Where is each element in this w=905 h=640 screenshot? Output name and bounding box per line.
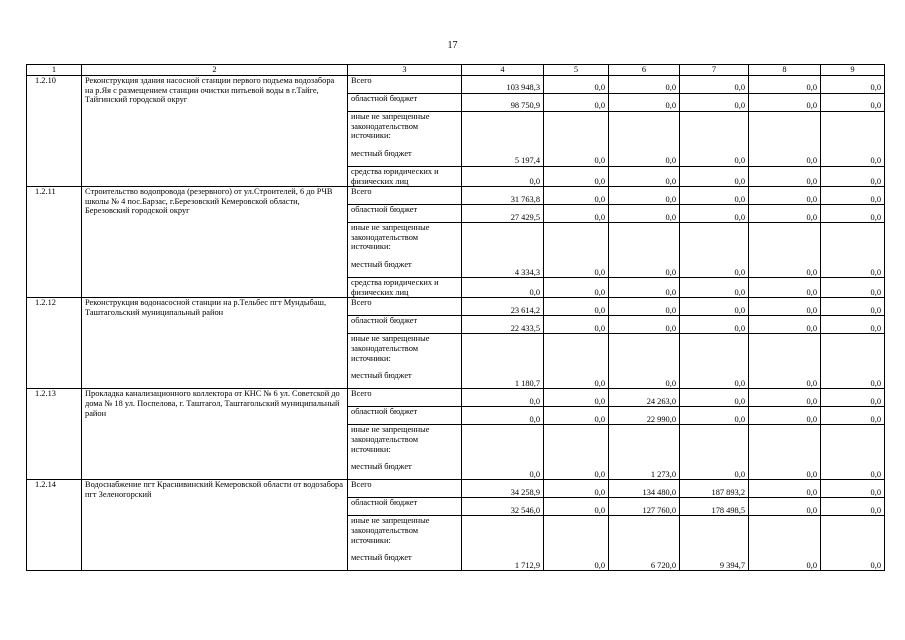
value-cell [462, 425, 544, 462]
value-cell: 0,0 [821, 316, 885, 334]
value-cell: 31 763,8 [462, 187, 544, 205]
financing-table [26, 64, 885, 571]
value-cell: 1 273,0 [609, 462, 680, 480]
value-cell: 0,0 [544, 187, 609, 205]
value-cell: 0,0 [821, 553, 885, 571]
funding-source: иные не запрещенные законодательством источники: [348, 425, 462, 462]
value-cell [462, 223, 544, 260]
column-header: 1 [27, 65, 82, 76]
funding-source: средства юридических и физических лиц [348, 278, 462, 298]
value-cell: 0,0 [544, 278, 609, 298]
funding-source: средства юридических и физических лиц [348, 167, 462, 187]
value-cell: 0,0 [462, 407, 544, 425]
funding-source: иные не запрещенные законодательством источники: [348, 112, 462, 149]
table-row [27, 480, 885, 498]
value-cell: 0,0 [609, 149, 680, 167]
value-cell [749, 223, 821, 260]
value-cell [609, 516, 680, 553]
value-cell: 0,0 [544, 94, 609, 112]
value-cell: 0,0 [609, 316, 680, 334]
column-header: 6 [609, 65, 680, 76]
value-cell [749, 334, 821, 371]
column-header: 4 [462, 65, 544, 76]
value-cell: 0,0 [821, 389, 885, 407]
value-cell: 0,0 [609, 278, 680, 298]
value-cell: 23 614,2 [462, 298, 544, 316]
table-row [27, 187, 885, 205]
value-cell: 0,0 [544, 498, 609, 516]
value-cell: 0,0 [544, 553, 609, 571]
value-cell: 0,0 [821, 260, 885, 278]
value-cell: 0,0 [821, 480, 885, 498]
value-cell [821, 516, 885, 553]
funding-source: местный бюджет [348, 553, 462, 571]
value-cell [609, 334, 680, 371]
value-cell: 0,0 [821, 167, 885, 187]
value-cell: 32 546,0 [462, 498, 544, 516]
header-row [27, 65, 885, 76]
row-code: 1.2.13 [27, 389, 82, 480]
table-row [27, 298, 885, 316]
funding-source: областной бюджет [348, 94, 462, 112]
value-cell: 0,0 [609, 187, 680, 205]
value-cell: 0,0 [749, 553, 821, 571]
value-cell: 0,0 [749, 187, 821, 205]
value-cell: 0,0 [544, 462, 609, 480]
value-cell: 0,0 [462, 389, 544, 407]
value-cell: 0,0 [544, 389, 609, 407]
value-cell: 34 258,9 [462, 480, 544, 498]
value-cell [749, 112, 821, 149]
value-cell: 0,0 [609, 260, 680, 278]
value-cell: 9 394,7 [680, 553, 749, 571]
value-cell: 0,0 [749, 407, 821, 425]
value-cell: 0,0 [821, 371, 885, 389]
value-cell: 24 263,0 [609, 389, 680, 407]
value-cell: 0,0 [749, 94, 821, 112]
value-cell: 0,0 [680, 76, 749, 94]
column-header: 7 [680, 65, 749, 76]
funding-source: областной бюджет [348, 316, 462, 334]
value-cell [609, 112, 680, 149]
value-cell: 0,0 [544, 149, 609, 167]
row-name: Реконструкция водонасосной станции на р.Тельбес пгт Мундыбаш, Таштагольский муниципальный район [82, 298, 348, 389]
value-cell: 0,0 [749, 389, 821, 407]
value-cell: 0,0 [680, 278, 749, 298]
value-cell [544, 516, 609, 553]
value-cell: 0,0 [680, 94, 749, 112]
value-cell [544, 425, 609, 462]
value-cell: 0,0 [544, 167, 609, 187]
value-cell: 0,0 [749, 371, 821, 389]
row-name: Прокладка канализационного коллектора от КНС № 6 ул. Советской до дома № 18 ул. Поспелова, г. Таштагол, Таштагольский муниципальный район [82, 389, 348, 480]
value-cell: 0,0 [544, 371, 609, 389]
value-cell [462, 516, 544, 553]
value-cell: 0,0 [544, 76, 609, 94]
value-cell: 187 893,2 [680, 480, 749, 498]
table-row [27, 389, 885, 407]
value-cell [680, 223, 749, 260]
value-cell: 0,0 [609, 371, 680, 389]
funding-source: иные не запрещенные законодательством источники: [348, 334, 462, 371]
value-cell: 127 760,0 [609, 498, 680, 516]
value-cell [462, 112, 544, 149]
value-cell: 98 750,9 [462, 94, 544, 112]
value-cell: 0,0 [544, 480, 609, 498]
funding-source: областной бюджет [348, 407, 462, 425]
value-cell: 0,0 [609, 94, 680, 112]
value-cell: 0,0 [749, 76, 821, 94]
value-cell: 0,0 [609, 167, 680, 187]
value-cell: 0,0 [749, 462, 821, 480]
value-cell: 0,0 [821, 278, 885, 298]
value-cell: 0,0 [462, 167, 544, 187]
value-cell [821, 425, 885, 462]
value-cell [749, 425, 821, 462]
value-cell: 0,0 [749, 205, 821, 223]
value-cell: 0,0 [821, 187, 885, 205]
value-cell: 0,0 [680, 298, 749, 316]
value-cell: 0,0 [749, 298, 821, 316]
value-cell: 0,0 [680, 167, 749, 187]
value-cell: 0,0 [821, 76, 885, 94]
value-cell: 0,0 [544, 260, 609, 278]
value-cell: 0,0 [749, 149, 821, 167]
value-cell: 0,0 [680, 260, 749, 278]
value-cell: 4 334,3 [462, 260, 544, 278]
value-cell: 0,0 [749, 480, 821, 498]
column-header: 5 [544, 65, 609, 76]
value-cell [821, 112, 885, 149]
value-cell: 0,0 [609, 205, 680, 223]
row-name: Строительство водопровода (резервного) от ул.Строителей, 6 до РЧВ школы № 4 пос.Барзас, г.Березовский Кемеровской области, Березовский городской округ [82, 187, 348, 298]
funding-source: местный бюджет [348, 462, 462, 480]
row-code: 1.2.11 [27, 187, 82, 298]
value-cell: 103 948,3 [462, 76, 544, 94]
value-cell: 0,0 [821, 205, 885, 223]
value-cell: 5 197,4 [462, 149, 544, 167]
value-cell: 0,0 [680, 407, 749, 425]
value-cell: 0,0 [462, 278, 544, 298]
value-cell: 0,0 [609, 76, 680, 94]
value-cell: 0,0 [680, 462, 749, 480]
funding-source: Всего [348, 389, 462, 407]
funding-source: местный бюджет [348, 149, 462, 167]
row-name: Реконструкция здания насосной станции первого подъема водозабора на р.Яя с размещением станции очистки питьевой воды в г.Тайге, Тайгинский городской округ [82, 76, 348, 187]
value-cell: 6 720,0 [609, 553, 680, 571]
value-cell [680, 334, 749, 371]
value-cell [680, 425, 749, 462]
value-cell: 0,0 [544, 407, 609, 425]
funding-source: Всего [348, 480, 462, 498]
funding-source: областной бюджет [348, 498, 462, 516]
row-code: 1.2.10 [27, 76, 82, 187]
value-cell [462, 334, 544, 371]
value-cell: 0,0 [749, 167, 821, 187]
value-cell [680, 112, 749, 149]
value-cell [544, 334, 609, 371]
value-cell: 0,0 [821, 498, 885, 516]
value-cell [821, 223, 885, 260]
value-cell: 27 429,5 [462, 205, 544, 223]
value-cell: 178 498,5 [680, 498, 749, 516]
value-cell: 0,0 [680, 371, 749, 389]
value-cell: 0,0 [821, 298, 885, 316]
row-code: 1.2.14 [27, 480, 82, 571]
value-cell: 0,0 [749, 278, 821, 298]
value-cell [609, 425, 680, 462]
value-cell: 22 990,0 [609, 407, 680, 425]
funding-source: местный бюджет [348, 260, 462, 278]
row-name: Водоснабжение пгт Краснивинский Кемеровской области от водозабора пгт Зеленогорский [82, 480, 348, 571]
value-cell: 1 180,7 [462, 371, 544, 389]
value-cell: 0,0 [609, 298, 680, 316]
funding-source: Всего [348, 76, 462, 94]
value-cell: 0,0 [821, 407, 885, 425]
funding-source: Всего [348, 187, 462, 205]
value-cell [821, 334, 885, 371]
value-cell: 0,0 [544, 205, 609, 223]
column-header: 9 [821, 65, 885, 76]
value-cell [544, 112, 609, 149]
value-cell: 134 480,0 [609, 480, 680, 498]
page-number: 17 [447, 40, 458, 51]
funding-source: иные не запрещенные законодательством источники: [348, 223, 462, 260]
value-cell: 0,0 [544, 316, 609, 334]
value-cell: 0,0 [680, 149, 749, 167]
value-cell: 0,0 [749, 260, 821, 278]
column-header: 8 [749, 65, 821, 76]
value-cell: 0,0 [680, 205, 749, 223]
value-cell: 1 712,9 [462, 553, 544, 571]
value-cell: 0,0 [749, 498, 821, 516]
column-header: 3 [348, 65, 462, 76]
value-cell: 0,0 [680, 187, 749, 205]
value-cell [680, 516, 749, 553]
value-cell [749, 516, 821, 553]
value-cell [544, 223, 609, 260]
value-cell: 0,0 [462, 462, 544, 480]
value-cell: 0,0 [821, 149, 885, 167]
value-cell: 0,0 [821, 94, 885, 112]
value-cell [609, 223, 680, 260]
funding-source: местный бюджет [348, 371, 462, 389]
value-cell: 0,0 [821, 462, 885, 480]
value-cell: 0,0 [680, 389, 749, 407]
funding-source: иные не запрещенные законодательством источники: [348, 516, 462, 553]
value-cell: 0,0 [544, 298, 609, 316]
value-cell: 0,0 [749, 316, 821, 334]
funding-source: областной бюджет [348, 205, 462, 223]
value-cell: 0,0 [680, 316, 749, 334]
table-row [27, 76, 885, 94]
value-cell: 22 433,5 [462, 316, 544, 334]
row-code: 1.2.12 [27, 298, 82, 389]
column-header: 2 [82, 65, 348, 76]
funding-source: Всего [348, 298, 462, 316]
